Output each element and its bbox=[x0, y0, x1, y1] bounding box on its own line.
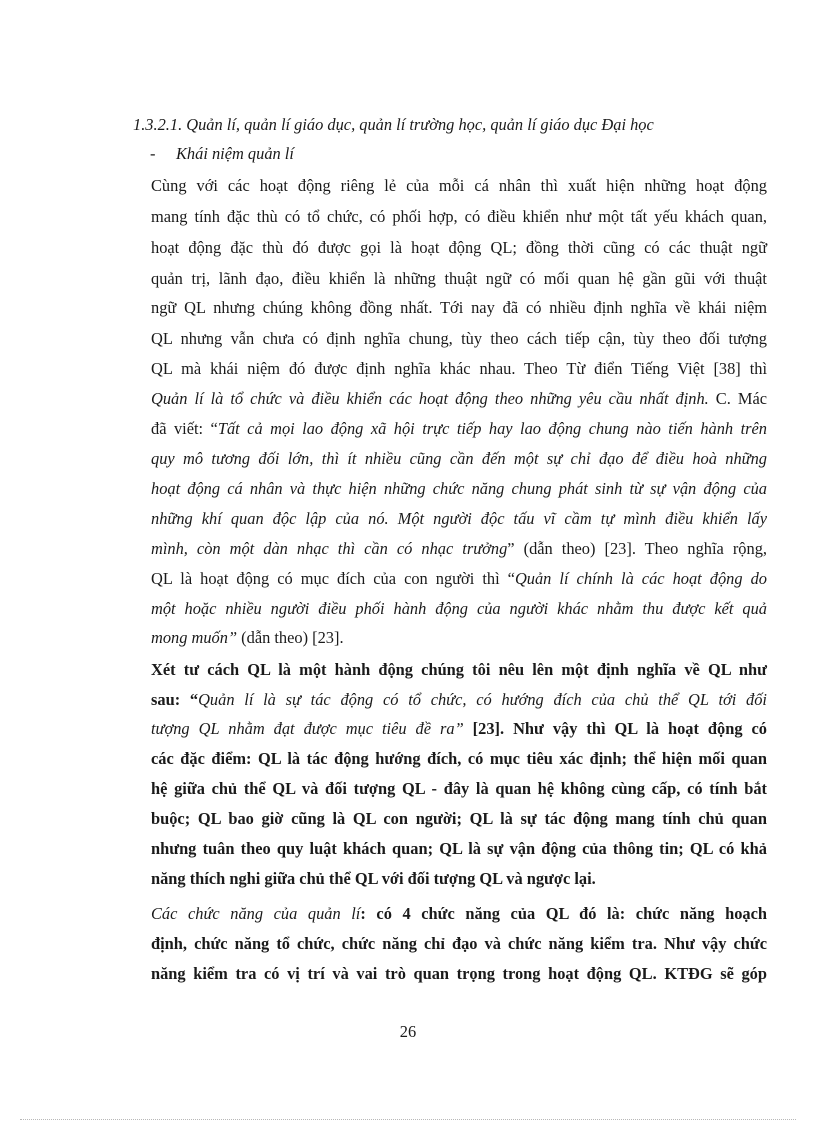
paragraph-line: Cùng với các hoạt động riêng lẻ của mỗi cá nhân thì xuất hiện những hoạt động bbox=[151, 176, 767, 195]
paragraph-line: đã viết: “Tất cả mọi lao động xã hội trực tiếp hay lao động chung nào tiến hành trên bbox=[151, 419, 767, 438]
paragraph-line: Các chức năng của quản lí: có 4 chức năng của QL đó là: chức năng hoạch bbox=[151, 904, 767, 923]
paragraph-line: mong muốn” (dẫn theo) [23]. bbox=[151, 628, 344, 647]
paragraph-line: tượng QL nhằm đạt được mục tiêu đề ra” [23]. Như vậy thì QL là hoạt động có bbox=[151, 719, 768, 738]
paragraph-line: mình, còn một dàn nhạc thì cần có nhạc trưởng” (dẫn theo) [23]. Theo nghĩa rộng, bbox=[151, 539, 767, 558]
paragraph-line: hệ giữa chủ thể QL và đối tượng QL - đây là quan hệ không cùng cấp, có tính bắt bbox=[151, 779, 767, 798]
paragraph-line: mang tính đặc thù có tổ chức, có phối hợp, có điều khiển như một tất yếu khách quan, bbox=[151, 207, 767, 226]
paragraph-line: quản trị, lãnh đạo, điều khiển là những thuật ngữ có mối quan hệ gần gũi với thuật bbox=[151, 269, 767, 288]
page-bottom-border bbox=[20, 1119, 796, 1120]
quote-line: quy mô tương đối lớn, thì ít nhiều cũng cần đến một sự chỉ đạo để điều hoà những bbox=[151, 449, 767, 468]
paragraph-line: buộc; QL bao giờ cũng là QL con người; QL là sự tác động mang tính chủ quan bbox=[151, 809, 767, 828]
bullet-dash: - bbox=[150, 144, 156, 163]
definition-italic: Quản lí là sự tác động có tổ chức, có hướng đích của chủ thể QL tới đối bbox=[198, 690, 767, 709]
paragraph-line: năng thích nghi giữa chủ thể QL với đối tượng QL và ngược lại. bbox=[151, 869, 596, 888]
paragraph-line: nhưng tuân theo quy luật khách quan; QL là sự vận động của thông tin; QL có khả bbox=[151, 839, 767, 858]
paragraph-line: QL là hoạt động có mục đích của con người thì “Quản lí chính là các hoạt động do bbox=[151, 569, 767, 588]
subsection-title: Khái niệm quản lí bbox=[176, 144, 294, 163]
subsection-heading bbox=[150, 144, 294, 164]
quote-line: những khí quan độc lập của nó. Một người độc tấu vĩ cầm tự mình điều khiển lấy bbox=[151, 509, 767, 528]
paragraph-line: QL mà khái niệm đó được định nghĩa khác nhau. Theo Từ điển Tiếng Việt [38] thì bbox=[151, 359, 767, 378]
paragraph-line: Quản lí là tổ chức và điều khiển các hoạt động theo những yêu cầu nhất định. C. Mác bbox=[151, 389, 767, 408]
paragraph-line: ngữ QL nhưng chúng không đồng nhất. Tới nay đã có nhiều định nghĩa về khái niệm bbox=[151, 298, 767, 317]
paragraph-line: các đặc điểm: QL là tác động hướng đích, có mục tiêu xác định; thể hiện mối quan bbox=[151, 749, 767, 768]
paragraph-line: QL nhưng vẫn chưa có định nghĩa chung, tùy theo cách tiếp cận, tùy theo đối tượng bbox=[151, 329, 767, 348]
section-heading: 1.3.2.1. Quản lí, quản lí giáo dục, quản lí trường học, quản lí giáo dục Đại học bbox=[133, 115, 654, 134]
paragraph-line: Xét tư cách QL là một hành động chúng tôi nêu lên một định nghĩa về QL như bbox=[151, 660, 767, 679]
paragraph-line: định, chức năng tổ chức, chức năng chỉ đạo và chức năng kiểm tra. Như vậy chức bbox=[151, 934, 767, 953]
quote-italic: Tất cả mọi lao động xã hội trực tiếp hay lao động chung nào tiến hành trên bbox=[217, 419, 767, 438]
paragraph-line: hoạt động đặc thù đó được gọi là hoạt động QL; đồng thời cũng có các thuật ngữ bbox=[151, 238, 767, 257]
quote-line: một hoặc nhiều người điều phối hành động của người khác nhằm thu được kết quả bbox=[151, 599, 767, 618]
paragraph-line: năng kiểm tra có vị trí và vai trò quan trọng trong hoạt động QL. KTĐG sẽ góp bbox=[151, 964, 767, 983]
definition-italic: Quản lí là tổ chức và điều khiển các hoạt động theo những yêu cầu nhất định. bbox=[151, 389, 709, 408]
quote-line: hoạt động cá nhân và thực hiện những chức năng chung phát sinh từ sự vận động của bbox=[151, 479, 767, 498]
paragraph-line: sau: “Quản lí là sự tác động có tổ chức, có hướng đích của chủ thể QL tới đối bbox=[151, 690, 767, 709]
page-number: 26 bbox=[399, 1022, 417, 1041]
